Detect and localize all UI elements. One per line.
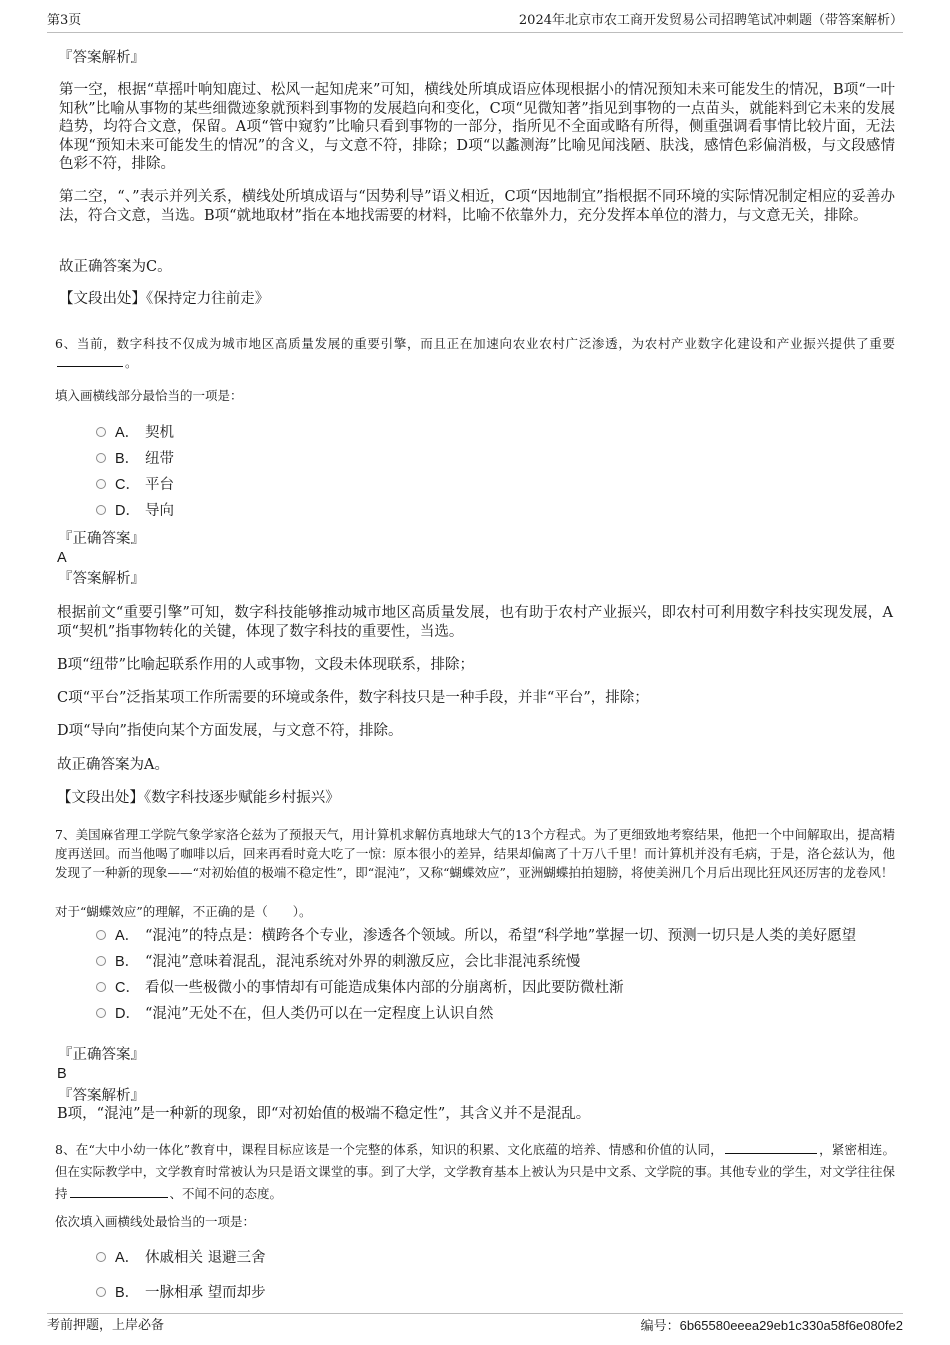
q8-stem-part1: 8、在“大中小幼一体化”教育中，课程目标应该是一个完整的体系，知识的积累、文化底蕴的培养、情感和价值的认同，	[55, 1142, 723, 1157]
q6-option-c-text: 平台	[145, 477, 174, 493]
q8-prompt: 依次填入画横线处最恰当的一项是：	[55, 1214, 256, 1229]
q6-option-d-text: 导向	[145, 503, 174, 519]
q7-option-b-text: “混沌”意味着混乱，混沌系统对外界的刺激反应，会比非混沌系统慢	[145, 954, 581, 970]
radio-icon[interactable]	[96, 427, 106, 437]
q6-prompt: 填入画横线部分最恰当的一项是：	[55, 388, 243, 403]
q6-stem-end: 。	[125, 354, 138, 370]
q7-option-d-text: “混沌”无处不在，但人类仍可以在一定程度上认识自然	[145, 1006, 494, 1022]
radio-icon[interactable]	[96, 453, 106, 463]
q6-option-a-text: 契机	[145, 425, 174, 441]
radio-icon[interactable]	[96, 505, 106, 515]
page-number: 第3页	[47, 13, 82, 28]
q7-option-a-text: “混沌”的特点是：横跨各个专业，渗透各个领域。所以，希望“科学地”掌握一切、预测一切只是人类的美好愿望	[145, 928, 857, 944]
document-code-value: 6b65580eeea29eb1c330a58f6e080fe2	[679, 1318, 903, 1333]
q7-prompt: 对于“蝴蝶效应”的理解，不正确的是（ ）。	[55, 904, 312, 919]
q7-stem: 7、美国麻省理工学院气象学家洛仑兹为了预报天气，用计算机求解仿真地球大气的13个方程式。为了更细致地考察结果，他把一个中间解取出，提高精度再送回。而当他喝了咖啡以后，回来再看时竟大吃了一惊：原本很小的差异，结果却偏离了十万八千里！而计算机并没有毛病，于是，洛仑兹认为，他发现了一种新的现象——“对初始值的极端不稳定性”，即“混沌”，又称“蝴蝶效应”，亚洲蝴蝶拍拍翅膀，将使美洲几个月后出现比狂风还厉害的龙卷风！	[55, 827, 895, 880]
q6-option-d[interactable]: D． 导向	[96, 502, 174, 520]
q7-option-d[interactable]: D． “混沌”无处不在，但人类仍可以在一定程度上认识自然	[96, 1005, 493, 1023]
radio-icon[interactable]	[96, 1287, 106, 1297]
q5-analysis-label: 『答案解析』	[58, 50, 145, 66]
q6-analysis-para2: B项“纽带”比喻起联系作用的人或事物，文段未体现联系，排除；	[57, 657, 474, 673]
q6-conclusion: 故正确答案为A。	[57, 757, 169, 773]
radio-icon[interactable]	[96, 930, 106, 940]
q6-option-b-text: 纽带	[145, 451, 174, 467]
q7-analysis-label: 『答案解析』	[58, 1088, 145, 1104]
q6-answer: A	[57, 550, 67, 566]
q6-analysis-label: 『答案解析』	[58, 571, 145, 587]
q7-option-b[interactable]: B． “混沌”意味着混乱，混沌系统对外界的刺激反应，会比非混沌系统慢	[96, 953, 580, 971]
q8-option-a-text: 休戚相关 退避三舍	[145, 1250, 266, 1266]
q7-answer-label: 『正确答案』	[58, 1047, 145, 1063]
q8-stem-part3: 、不闻不问的态度。	[169, 1186, 283, 1201]
q7-option-c[interactable]: C． 看似一些极微小的事情却有可能造成集体内部的分崩离析，因此要防微杜渐	[96, 979, 624, 997]
q8-blank-1	[725, 1141, 817, 1154]
radio-icon[interactable]	[96, 479, 106, 489]
q6-option-a[interactable]: A． 契机	[96, 424, 174, 442]
footer-slogan: 考前押题，上岸必备	[47, 1318, 165, 1333]
page-footer	[47, 1313, 903, 1336]
q5-analysis-para2: 第二空，“、”表示并列关系，横线处所填成语与“因势利导”语义相近，C项“因地制宜”指根据不同环境的实际情况制定相应的妥善办法，符合文意，当选。B项“就地取材”指在本地找需要的材料，比喻不依靠外力，充分发挥本单位的潜力，与文意无关，排除。	[59, 189, 895, 224]
q5-analysis-para1: 第一空，根据“草摇叶响知鹿过、松风一起知虎来”可知，横线处所填成语应体现根据小的情况预知未来可能发生的情况，B项“一叶知秋”比喻从事物的某些细微迹象就预料到事物的发展趋向和变化，C项“见微知著”指见到事物的一点苗头，就能料到它未来的发展趋势，均符合文意，保留。A项“管中窥豹”比喻只看到事物的一部分，指所见不全面或略有所得，侧重强调看事情比较片面，无法体现“预知未来可能发生的情况”的含义，与文意不符，排除；D项“以蠡测海”比喻见闻浅陋、肤浅，感情色彩偏消极，与文段感情色彩不符，排除。	[59, 82, 895, 172]
q6-analysis-para3: C项“平台”泛指某项工作所需要的环境或条件，数字科技只是一种手段，并非“平台”，排除；	[57, 690, 649, 706]
q7-option-a[interactable]: A． “混沌”的特点是：横跨各个专业，渗透各个领域。所以，希望“科学地”掌握一切、预测一切只是人类的美好愿望	[96, 927, 856, 945]
radio-icon[interactable]	[96, 982, 106, 992]
q6-stem-text: 6、当前，数字科技不仅成为城市地区高质量发展的重要引擎，而且正在加速向农业农村广泛渗透，为农村产业数字化建设和产业振兴提供了重要	[55, 336, 895, 351]
page-header	[47, 10, 903, 33]
q8-blank-2	[70, 1185, 168, 1198]
q6-blank	[57, 354, 123, 367]
document-title: 2024年北京市农工商开发贸易公司招聘笔试冲刺题（带答案解析）	[518, 13, 903, 28]
q7-analysis: B项，“混沌”是一种新的现象，即“对初始值的极端不稳定性”，其含义并不是混乱。	[57, 1106, 591, 1122]
q6-option-c[interactable]: C． 平台	[96, 476, 174, 494]
q8-stem-part2: ，紧密相连。但在实际教学中，文学教育时常被认为只是语文课堂的事。到了大学，文学教育基本上被认为只是中文系、文学院的事。其他专业的学生，对文学往往保持	[55, 1142, 895, 1201]
document-code-label: 编号：	[640, 1319, 680, 1334]
q8-option-b[interactable]: B． 一脉相承 望而却步	[96, 1284, 266, 1302]
radio-icon[interactable]	[96, 1252, 106, 1262]
q6-source: 【文段出处】《数字科技逐步赋能乡村振兴》	[57, 790, 340, 806]
q7-option-c-text: 看似一些极微小的事情却有可能造成集体内部的分崩离析，因此要防微杜渐	[145, 980, 624, 996]
radio-icon[interactable]	[96, 1008, 106, 1018]
q6-option-b[interactable]: B． 纽带	[96, 450, 174, 468]
document-code	[641, 1315, 903, 1338]
q6-stem	[55, 335, 895, 372]
q5-conclusion: 故正确答案为C。	[59, 259, 172, 275]
q5-source: 【文段出处】《保持定力往前走》	[59, 291, 270, 307]
q8-stem	[55, 1139, 895, 1205]
q6-analysis-para4: D项“导向”指使向某个方面发展，与文意不符，排除。	[57, 723, 403, 739]
q8-option-a[interactable]: A． 休戚相关 退避三舍	[96, 1249, 266, 1267]
q8-option-b-text: 一脉相承 望而却步	[145, 1285, 266, 1301]
radio-icon[interactable]	[96, 956, 106, 966]
q6-answer-label: 『正确答案』	[58, 531, 145, 547]
q7-answer: B	[57, 1066, 67, 1082]
q6-analysis-para1: 根据前文“重要引擎”可知，数字科技能够推动城市地区高质量发展，也有助于农村产业振兴，即农村可利用数字科技实现发展，A项“契机”指事物转化的关键，体现了数字科技的重要性，当选。	[57, 605, 893, 640]
